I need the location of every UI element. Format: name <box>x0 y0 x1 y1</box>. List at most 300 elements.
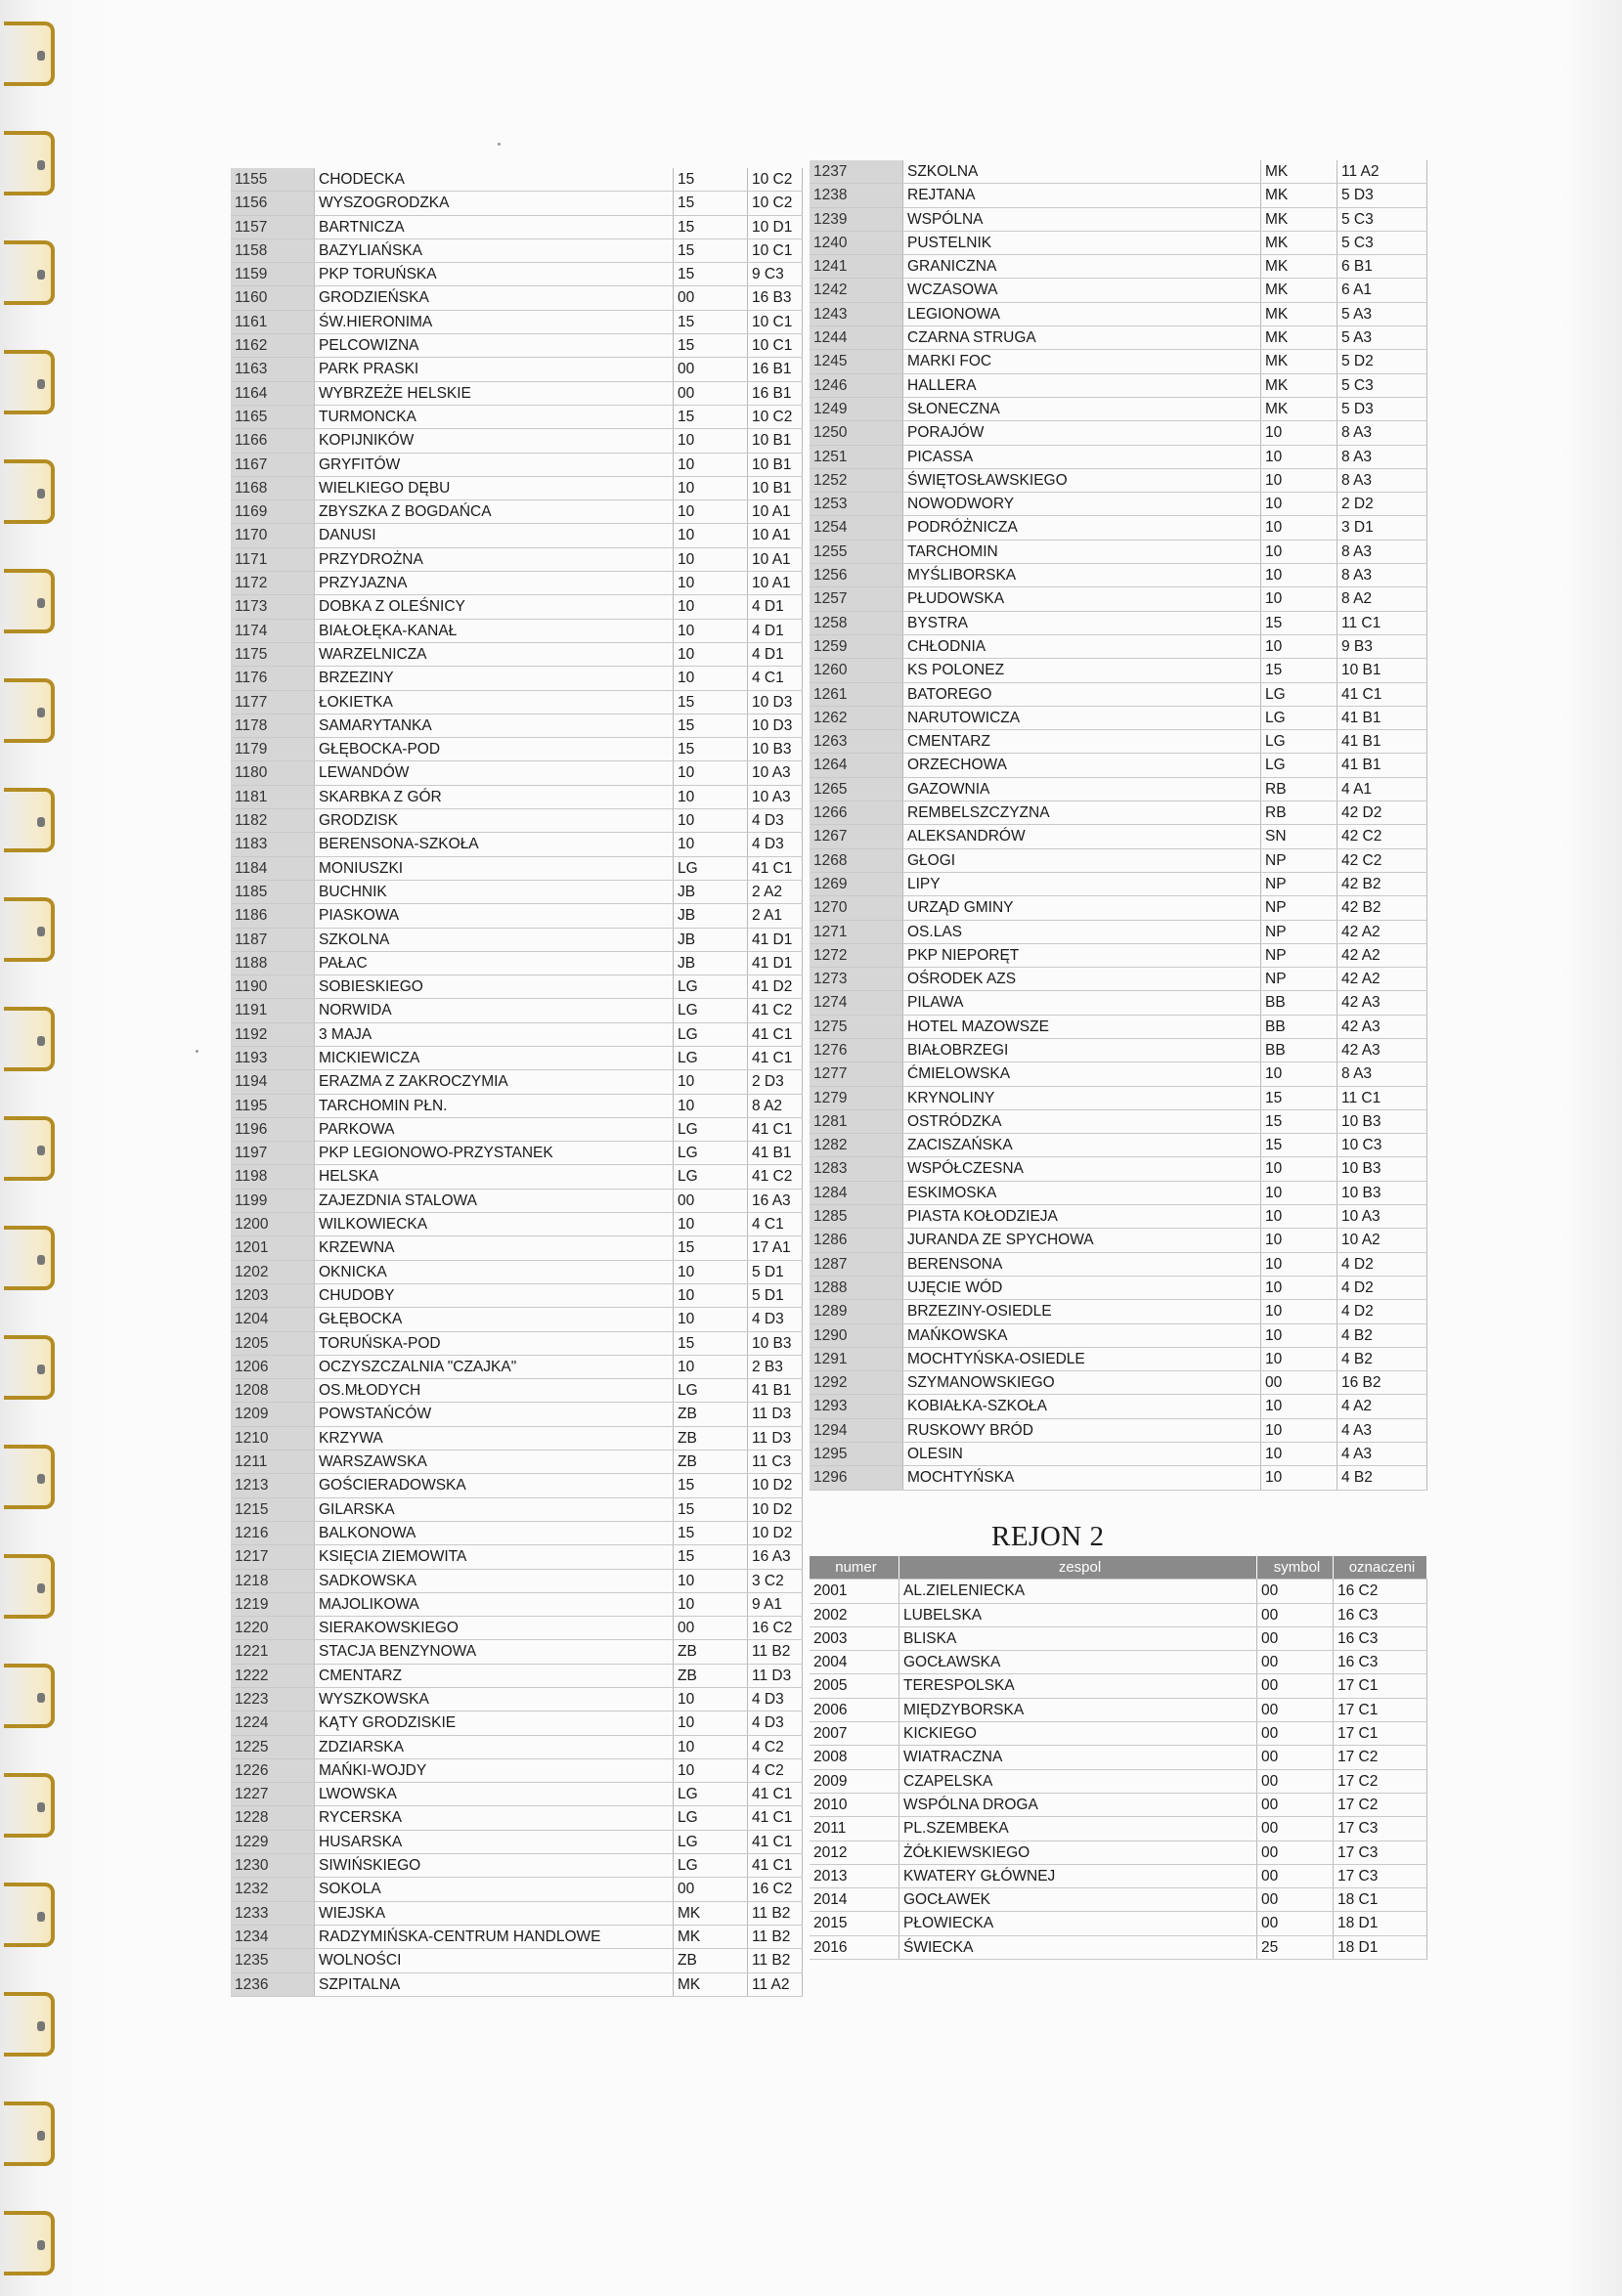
ring-loop <box>4 569 55 633</box>
cell-code: 16 C2 <box>748 1878 803 1900</box>
cell-num: 1194 <box>231 1070 315 1093</box>
cell-code: 11 B2 <box>748 1949 803 1971</box>
cell-sym: 10 <box>674 667 748 689</box>
cell-code: 4 D1 <box>748 643 803 666</box>
table-row <box>810 873 1427 896</box>
cell-sym: NP <box>1261 921 1337 943</box>
cell-sym: LG <box>674 1379 748 1402</box>
page-mark <box>196 1050 198 1053</box>
cell-name: NOWODWORY <box>903 493 1261 515</box>
cell-name: 3 MAJA <box>315 1023 674 1046</box>
binding-ring <box>0 22 55 84</box>
cell-name: ŻÓŁKIEWSKIEGO <box>899 1841 1257 1864</box>
cell-code: 10 A2 <box>1337 1229 1427 1251</box>
binding-ring <box>0 350 55 412</box>
cell-sym: 10 <box>1261 1419 1337 1442</box>
cell-name: LEGIONOWA <box>903 303 1261 325</box>
table-row <box>810 1865 1427 1888</box>
cell-num: 1296 <box>810 1466 903 1489</box>
cell-code: 8 A3 <box>1337 1062 1427 1085</box>
cell-num: 1216 <box>231 1522 315 1544</box>
cell-sym: 10 <box>1261 1182 1337 1204</box>
table-row <box>231 1570 803 1593</box>
cell-sym: 00 <box>674 358 748 380</box>
cell-num: 1213 <box>231 1474 315 1496</box>
table-row <box>231 1213 803 1236</box>
cell-num: 1208 <box>231 1379 315 1402</box>
cell-code: 17 C1 <box>1334 1722 1427 1745</box>
cell-num: 1254 <box>810 516 903 539</box>
cell-code: 10 C1 <box>748 239 803 262</box>
cell-code: 4 A3 <box>1337 1443 1427 1465</box>
cell-code: 4 B2 <box>1337 1324 1427 1347</box>
cell-sym: 10 <box>674 833 748 855</box>
cell-name: PARKOWA <box>315 1118 674 1141</box>
cell-num: 1219 <box>231 1593 315 1616</box>
cell-name: CHUDOBY <box>315 1284 674 1307</box>
ring-loop <box>4 240 55 305</box>
cell-code: 42 B2 <box>1337 873 1427 895</box>
cell-code: 10 B3 <box>748 738 803 760</box>
cell-code: 4 D2 <box>1337 1253 1427 1276</box>
table-row <box>231 643 803 667</box>
cell-sym: 10 <box>674 809 748 832</box>
cell-code: 4 C2 <box>748 1736 803 1758</box>
punch-hole <box>37 51 45 61</box>
cell-num: 1233 <box>231 1902 315 1925</box>
cell-num: 1177 <box>231 691 315 714</box>
cell-sym: 10 <box>674 1688 748 1711</box>
cell-sym: 15 <box>1261 612 1337 634</box>
cell-sym: JB <box>674 881 748 903</box>
cell-num: 1226 <box>231 1759 315 1782</box>
cell-name: KOBIAŁKA-SZKOŁA <box>903 1395 1261 1417</box>
cell-sym: 10 <box>1261 421 1337 444</box>
table-row <box>810 541 1427 564</box>
cell-num: 2015 <box>810 1912 899 1934</box>
cell-code: 5 C3 <box>1337 208 1427 231</box>
binding-ring <box>0 240 55 303</box>
cell-num: 1221 <box>231 1640 315 1663</box>
cell-name: REJTANA <box>903 184 1261 206</box>
cell-sym: 10 <box>674 1593 748 1616</box>
column-header: numer <box>810 1556 899 1579</box>
cell-name: BLISKA <box>899 1627 1257 1650</box>
cell-num: 1176 <box>231 667 315 689</box>
cell-name: TORUŃSKA-POD <box>315 1332 674 1355</box>
table-row <box>810 160 1427 184</box>
cell-num: 2001 <box>810 1580 899 1602</box>
cell-num: 1259 <box>810 635 903 658</box>
cell-name: ŁOKIETKA <box>315 691 674 714</box>
table-row <box>231 1332 803 1356</box>
table-row <box>231 1831 803 1854</box>
cell-code: 10 A3 <box>748 786 803 808</box>
cell-code: 10 B1 <box>1337 659 1427 681</box>
cell-name: PIASTA KOŁODZIEJA <box>903 1205 1261 1228</box>
ring-loop <box>4 1007 55 1071</box>
table-row <box>810 1580 1427 1603</box>
cell-sym: 10 <box>1261 1300 1337 1322</box>
punch-hole <box>37 2240 45 2250</box>
cell-name: HALLERA <box>903 374 1261 397</box>
cell-name: ERAZMA Z ZAKROCZYMIA <box>315 1070 674 1093</box>
table-row <box>810 1699 1427 1722</box>
cell-num: 2008 <box>810 1746 899 1768</box>
table-row <box>810 1912 1427 1935</box>
cell-name: TURMONCKA <box>315 406 674 428</box>
cell-num: 1238 <box>810 184 903 206</box>
cell-name: WIEJSKA <box>315 1902 674 1925</box>
cell-code: 10 B1 <box>748 429 803 452</box>
table-row <box>231 1403 803 1426</box>
cell-code: 18 D1 <box>1334 1936 1427 1959</box>
table-row <box>231 738 803 761</box>
cell-code: 16 B1 <box>748 382 803 405</box>
cell-num: 1275 <box>810 1016 903 1038</box>
table-row <box>231 904 803 928</box>
cell-code: 2 A2 <box>748 881 803 903</box>
cell-name: BERENSONA-SZKOŁA <box>315 833 674 855</box>
cell-num: 1272 <box>810 944 903 967</box>
cell-code: 8 A3 <box>1337 564 1427 586</box>
cell-name: CHODECKA <box>315 168 674 191</box>
binding-ring <box>0 1664 55 1726</box>
cell-sym: 00 <box>1257 1888 1334 1911</box>
cell-name: ĆMIELOWSKA <box>903 1062 1261 1085</box>
cell-num: 1240 <box>810 232 903 254</box>
cell-name: GRYFITÓW <box>315 454 674 476</box>
table-row <box>231 833 803 856</box>
table-header-row <box>810 1556 1427 1580</box>
cell-num: 1241 <box>810 255 903 278</box>
cell-name: PRZYDROŻNA <box>315 548 674 571</box>
table-row <box>231 406 803 429</box>
cell-sym: 10 <box>1261 1157 1337 1180</box>
table-row <box>810 1443 1427 1466</box>
table-row <box>810 326 1427 350</box>
cell-num: 1245 <box>810 350 903 372</box>
table-rejon2 <box>810 1556 1427 1960</box>
table-row <box>231 1118 803 1142</box>
table-row <box>231 595 803 619</box>
cell-sym: 10 <box>674 643 748 666</box>
cell-num: 1161 <box>231 311 315 333</box>
table-row <box>231 1427 803 1451</box>
cell-sym: 10 <box>674 1070 748 1093</box>
cell-num: 1258 <box>810 612 903 634</box>
table-row <box>810 1324 1427 1348</box>
cell-code: 16 B2 <box>1337 1371 1427 1394</box>
cell-name: PKP NIEPORĘT <box>903 944 1261 967</box>
cell-code: 8 A3 <box>1337 541 1427 563</box>
cell-sym: 00 <box>1257 1841 1334 1864</box>
cell-code: 4 C1 <box>748 667 803 689</box>
cell-sym: 00 <box>674 1190 748 1212</box>
table-row <box>810 1062 1427 1086</box>
cell-sym: 10 <box>674 761 748 784</box>
cell-sym: 10 <box>674 500 748 523</box>
cell-num: 1160 <box>231 286 315 309</box>
ring-loop <box>4 678 55 743</box>
cell-code: 10 B3 <box>748 1332 803 1355</box>
cell-sym: 15 <box>1261 1134 1337 1156</box>
table-row <box>810 612 1427 635</box>
cell-code: 41 C1 <box>748 857 803 880</box>
cell-sym: 00 <box>674 286 748 309</box>
cell-code: 16 C3 <box>1334 1604 1427 1626</box>
cell-sym: ZB <box>674 1640 748 1663</box>
cell-name: KRZYWA <box>315 1427 674 1450</box>
cell-sym: ZB <box>674 1427 748 1450</box>
cell-num: 2006 <box>810 1699 899 1721</box>
cell-name: WYBRZEŻE HELSKIE <box>315 382 674 405</box>
cell-name: MIĘDZYBORSKA <box>899 1699 1257 1721</box>
cell-code: 10 C3 <box>1337 1134 1427 1156</box>
cell-name: ALEKSANDRÓW <box>903 825 1261 847</box>
cell-code: 10 D3 <box>748 691 803 714</box>
cell-name: KRZEWNA <box>315 1236 674 1259</box>
cell-name: SOKOLA <box>315 1878 674 1900</box>
cell-name: WYSZKOWSKA <box>315 1688 674 1711</box>
table-row <box>231 500 803 524</box>
cell-code: 10 C2 <box>748 192 803 214</box>
cell-code: 17 C3 <box>1334 1841 1427 1864</box>
cell-name: HELSKA <box>315 1165 674 1188</box>
cell-sym: 00 <box>1257 1604 1334 1626</box>
cell-name: LWOWSKA <box>315 1783 674 1805</box>
cell-sym: 00 <box>1257 1651 1334 1673</box>
binding-spine <box>0 0 61 2296</box>
cell-code: 10 A1 <box>748 524 803 546</box>
table-row <box>231 1522 803 1545</box>
table-row <box>231 809 803 833</box>
table-row <box>231 761 803 785</box>
cell-num: 1162 <box>231 334 315 357</box>
cell-name: SAMARYTANKA <box>315 715 674 737</box>
table-row <box>810 707 1427 730</box>
binding-ring <box>0 1445 55 1507</box>
cell-sym: 00 <box>1257 1746 1334 1768</box>
table-row <box>810 1746 1427 1769</box>
cell-name: BAZYLIAŃSKA <box>315 239 674 262</box>
cell-name: LIPY <box>903 873 1261 895</box>
cell-code: 5 D2 <box>1337 350 1427 372</box>
ring-loop <box>4 1773 55 1838</box>
cell-code: 17 C3 <box>1334 1865 1427 1887</box>
cell-name: WIATRACZNA <box>899 1746 1257 1768</box>
table-row <box>810 469 1427 493</box>
cell-name: CZARNA STRUGA <box>903 326 1261 349</box>
cell-name: GRODZISK <box>315 809 674 832</box>
ring-loop <box>4 2101 55 2166</box>
cell-sym: NP <box>1261 968 1337 990</box>
table-row <box>231 667 803 690</box>
table-row <box>231 1379 803 1403</box>
cell-sym: ZB <box>674 1403 748 1425</box>
cell-num: 1188 <box>231 952 315 975</box>
cell-num: 1210 <box>231 1427 315 1450</box>
cell-name: MAŃKI-WOJDY <box>315 1759 674 1782</box>
table-row <box>231 1711 803 1735</box>
cell-code: 41 C1 <box>748 1783 803 1805</box>
cell-code: 11 A2 <box>748 1973 803 1996</box>
cell-num: 1175 <box>231 643 315 666</box>
cell-code: 17 C2 <box>1334 1746 1427 1768</box>
cell-code: 41 C1 <box>748 1118 803 1141</box>
cell-code: 5 A3 <box>1337 326 1427 349</box>
cell-num: 1155 <box>231 168 315 191</box>
cell-name: GOCŁAWEK <box>899 1888 1257 1911</box>
cell-sym: 10 <box>1261 1205 1337 1228</box>
table-row <box>810 493 1427 516</box>
cell-name: PUSTELNIK <box>903 232 1261 254</box>
cell-code: 41 D1 <box>748 952 803 975</box>
cell-sym: 10 <box>1261 1253 1337 1276</box>
cell-name: ORZECHOWA <box>903 754 1261 776</box>
cell-name: MOCHTYŃSKA-OSIEDLE <box>903 1348 1261 1370</box>
cell-name: MONIUSZKI <box>315 857 674 880</box>
punch-hole <box>37 1474 45 1484</box>
table-row <box>231 1190 803 1213</box>
cell-code: 10 D2 <box>748 1474 803 1496</box>
cell-sym: 00 <box>1257 1817 1334 1840</box>
binding-ring <box>0 1116 55 1179</box>
cell-code: 10 B3 <box>1337 1182 1427 1204</box>
cell-num: 1227 <box>231 1783 315 1805</box>
cell-name: TARCHOMIN PŁN. <box>315 1095 674 1117</box>
cell-name: KĄTY GRODZISKIE <box>315 1711 674 1734</box>
cell-code: 41 D1 <box>748 929 803 951</box>
table-row <box>231 1545 803 1569</box>
cell-num: 1191 <box>231 999 315 1021</box>
cell-sym: JB <box>674 952 748 975</box>
cell-num: 1244 <box>810 326 903 349</box>
cell-sym: 00 <box>674 1617 748 1639</box>
table-row <box>810 1722 1427 1746</box>
cell-code: 41 C1 <box>748 1854 803 1877</box>
cell-name: SIERAKOWSKIEGO <box>315 1617 674 1639</box>
cell-name: BRZEZINY <box>315 667 674 689</box>
table-row <box>810 1604 1427 1627</box>
cell-sym: RB <box>1261 778 1337 801</box>
cell-num: 1156 <box>231 192 315 214</box>
table-row <box>231 548 803 572</box>
binding-ring <box>0 1007 55 1069</box>
table-row <box>810 849 1427 873</box>
cell-sym: 10 <box>674 1308 748 1330</box>
cell-code: 10 A1 <box>748 572 803 594</box>
cell-sym: MK <box>1261 255 1337 278</box>
table-row <box>810 1205 1427 1229</box>
cell-sym: NP <box>1261 896 1337 919</box>
ring-loop <box>4 1335 55 1400</box>
table-row <box>231 1759 803 1783</box>
cell-sym: 10 <box>1261 1277 1337 1299</box>
cell-sym: 00 <box>1257 1770 1334 1793</box>
cell-name: BERENSONA <box>903 1253 1261 1276</box>
cell-num: 1279 <box>810 1087 903 1109</box>
table-row <box>810 446 1427 469</box>
cell-num: 1286 <box>810 1229 903 1251</box>
binding-ring <box>0 2211 55 2274</box>
binding-ring <box>0 1335 55 1398</box>
cell-code: 17 A1 <box>748 1236 803 1259</box>
ring-loop <box>4 2211 55 2275</box>
cell-num: 2002 <box>810 1604 899 1626</box>
cell-name: WARSZAWSKA <box>315 1451 674 1473</box>
cell-sym: 00 <box>1257 1699 1334 1721</box>
cell-name: SZKOLNA <box>315 929 674 951</box>
cell-name: PKP TORUŃSKA <box>315 263 674 285</box>
table-row <box>231 334 803 358</box>
table-row <box>231 1236 803 1260</box>
cell-sym: JB <box>674 904 748 927</box>
cell-num: 1285 <box>810 1205 903 1228</box>
cell-sym: LG <box>674 999 748 1021</box>
cell-code: 41 B1 <box>1337 707 1427 729</box>
cell-sym: 15 <box>674 738 748 760</box>
cell-sym: 10 <box>1261 493 1337 515</box>
cell-code: 4 A1 <box>1337 778 1427 801</box>
cell-sym: 10 <box>674 548 748 571</box>
cell-name: CMENTARZ <box>903 730 1261 753</box>
ring-loop <box>4 22 55 86</box>
cell-code: 41 D2 <box>748 975 803 998</box>
cell-num: 1232 <box>231 1878 315 1900</box>
cell-num: 1239 <box>810 208 903 231</box>
table-row <box>810 1841 1427 1865</box>
cell-sym: 10 <box>674 524 748 546</box>
cell-code: 41 C2 <box>748 1165 803 1188</box>
cell-code: 8 A3 <box>1337 446 1427 468</box>
table-row <box>810 1419 1427 1443</box>
table-row <box>231 429 803 453</box>
cell-sym: BB <box>1261 1039 1337 1061</box>
cell-name: BALKONOWA <box>315 1522 674 1544</box>
cell-num: 1274 <box>810 991 903 1014</box>
cell-num: 1237 <box>810 160 903 183</box>
cell-num: 1196 <box>231 1118 315 1141</box>
table-row <box>810 1110 1427 1134</box>
cell-code: 8 A2 <box>1337 587 1427 610</box>
cell-name: CZAPELSKA <box>899 1770 1257 1793</box>
table-row <box>810 587 1427 611</box>
cell-num: 1292 <box>810 1371 903 1394</box>
cell-name: POWSTAŃCÓW <box>315 1403 674 1425</box>
table-row <box>810 1229 1427 1252</box>
cell-code: 4 C2 <box>748 1759 803 1782</box>
cell-code: 10 A3 <box>748 761 803 784</box>
table-row <box>231 1261 803 1284</box>
cell-sym: MK <box>1261 208 1337 231</box>
table-row <box>231 168 803 192</box>
cell-name: SKARBKA Z GÓR <box>315 786 674 808</box>
cell-name: JURANDA ZE SPYCHOWA <box>903 1229 1261 1251</box>
cell-code: 16 C2 <box>748 1617 803 1639</box>
cell-sym: 10 <box>674 1213 748 1235</box>
table-row <box>231 1498 803 1522</box>
table-row <box>810 421 1427 445</box>
binding-ring <box>0 1226 55 1288</box>
cell-sym: 10 <box>674 620 748 642</box>
cell-name: PICASSA <box>903 446 1261 468</box>
table-row <box>810 1651 1427 1674</box>
cell-sym: 00 <box>1257 1865 1334 1887</box>
cell-name: PKP LEGIONOWO-PRZYSTANEK <box>315 1142 674 1164</box>
cell-num: 1178 <box>231 715 315 737</box>
cell-num: 1250 <box>810 421 903 444</box>
